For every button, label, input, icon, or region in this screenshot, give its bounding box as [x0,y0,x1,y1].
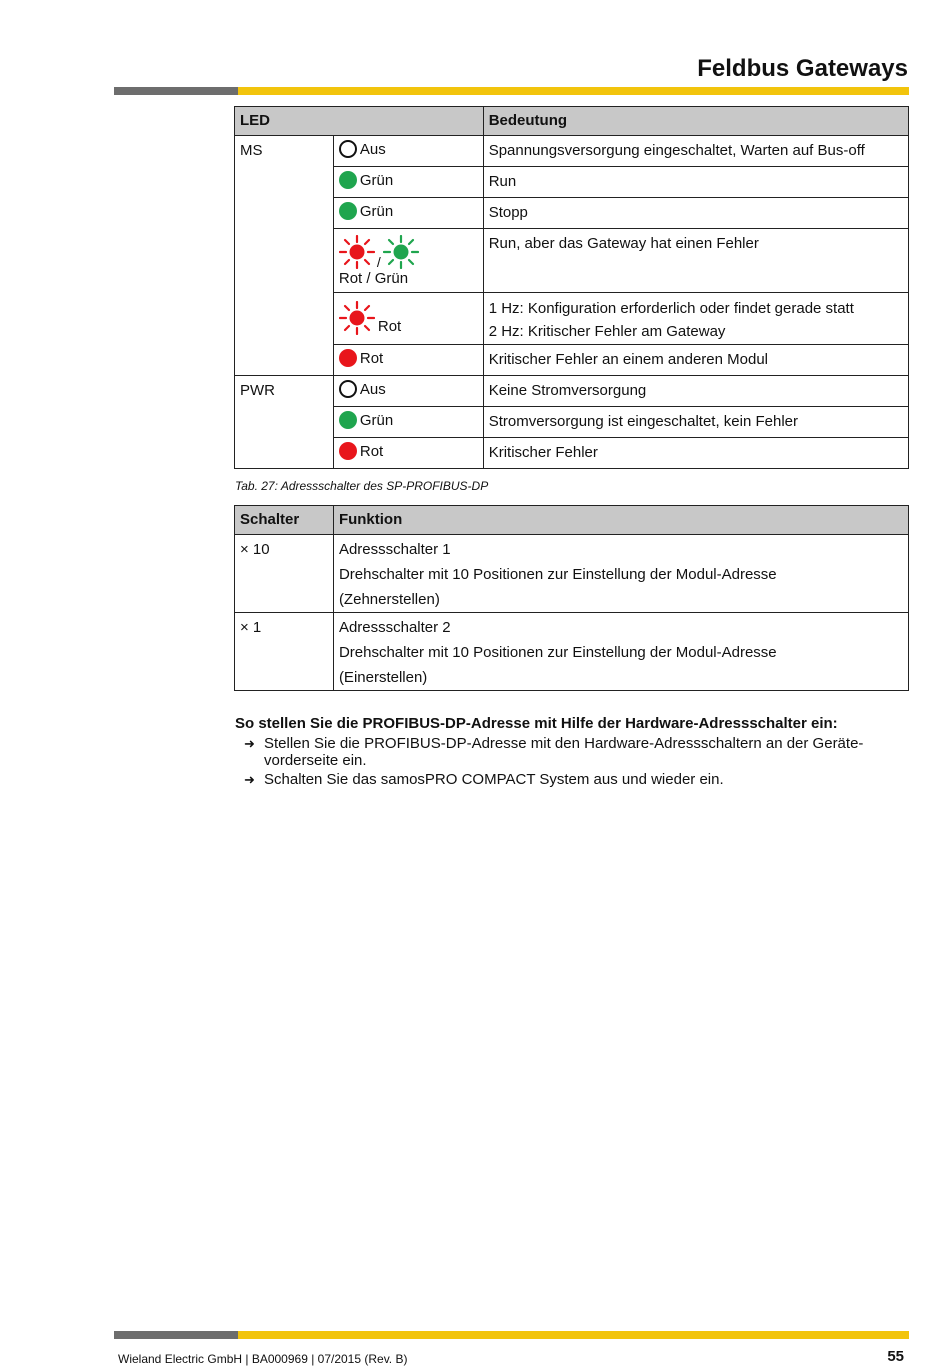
led-table [234,106,909,469]
switch-cell: × 1 [235,613,334,691]
meaning-cell: 1 Hz: Konfiguration erforderlich oder findet gerade statt 2 Hz: Kritischer Fehler am Gateway [483,293,908,345]
table-row [235,407,909,438]
led-red-icon [339,349,357,367]
led-green-icon [339,411,357,429]
table-caption: Tab. 27: Adressschalter des SP-PROFIBUS-DP [235,479,489,493]
meaning-cell: Stromversorgung ist eingeschaltet, kein Fehler [483,407,908,438]
led-name-ms: MS [235,136,334,376]
table-row [235,376,909,407]
col-header-function: Funktion [333,506,908,535]
led-red-icon [339,442,357,460]
header-bar-grey [114,87,238,95]
led-state-cell: / Rot / Grün [333,229,483,293]
instruction-step: ➜ Schalten Sie das samosPRO COMPACT System aus und wieder ein. [244,771,724,788]
function-cell: Adressschalter 2 Drehschalter mit 10 Positionen zur Einstellung der Modul-Adresse (Einerstellen) [333,613,908,691]
led-green-icon [339,202,357,220]
instruction-step: ➜ Stellen Sie die PROFIBUS-DP-Adresse mit den Hardware-Adressschaltern an der Geräte-vorderseite ein. [244,735,864,769]
table-row [235,198,909,229]
led-state-cell: Aus [333,376,483,407]
meaning-cell: Stopp [483,198,908,229]
led-state-cell: Rot [333,345,483,376]
footer-bar-yellow [238,1331,909,1339]
col-header-led: LED [235,107,484,136]
section-title: Feldbus Gateways [697,55,908,82]
meaning-cell: Kritischer Fehler an einem anderen Modul [483,345,908,376]
led-state-cell: Rot [333,438,483,469]
footer-bar-grey [114,1331,238,1339]
switch-cell: × 10 [235,535,334,613]
led-blink-red-icon [339,301,375,335]
led-off-icon [339,140,357,158]
table-row [235,293,909,345]
meaning-cell: Run, aber das Gateway hat einen Fehler [483,229,908,293]
table-row [235,167,909,198]
function-cell: Adressschalter 1 Drehschalter mit 10 Positionen zur Einstellung der Modul-Adresse (Zehnerstellen) [333,535,908,613]
table-row [235,229,909,293]
led-state-cell: Grün [333,407,483,438]
led-state-cell: Aus [333,136,483,167]
meaning-cell: Kritischer Fehler [483,438,908,469]
meaning-cell: Keine Stromversorgung [483,376,908,407]
led-blink-green-icon [383,235,419,269]
led-name-pwr: PWR [235,376,334,469]
header-bar-yellow [238,87,909,95]
led-green-icon [339,171,357,189]
table-row [235,136,909,167]
meaning-cell: Run [483,167,908,198]
led-state-cell: Grün [333,167,483,198]
table-row [235,438,909,469]
footer-text: Wieland Electric GmbH | BA000969 | 07/2015 (Rev. B) [118,1352,408,1366]
page-number: 55 [887,1348,904,1365]
col-header-switch: Schalter [235,506,334,535]
led-state-cell: Grün [333,198,483,229]
meaning-cell: Spannungsversorgung eingeschaltet, Warten auf Bus-off [483,136,908,167]
table-row [235,535,909,613]
instruction-title: So stellen Sie die PROFIBUS-DP-Adresse mit Hilfe der Hardware-Adressschalter ein: [235,715,838,732]
switch-table [234,505,909,691]
table-row [235,345,909,376]
led-blink-red-icon [339,235,375,269]
led-off-icon [339,380,357,398]
arrow-right-icon: ➜ [244,736,255,751]
led-state-cell: Rot [333,293,483,345]
arrow-right-icon: ➜ [244,772,255,787]
table-row [235,613,909,691]
col-header-meaning: Bedeutung [483,107,908,136]
